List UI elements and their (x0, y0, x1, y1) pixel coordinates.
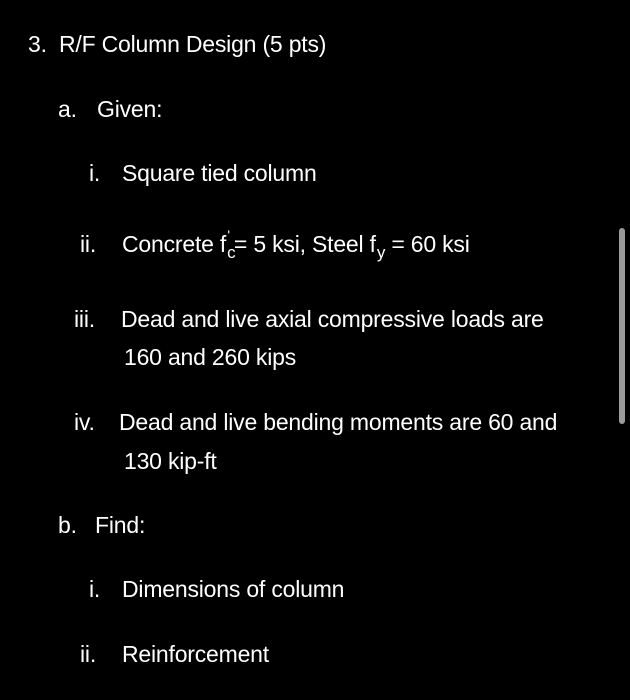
vertical-scrollbar[interactable] (619, 228, 625, 424)
given-item-4-line2: 130 kip-ft (124, 448, 217, 474)
given-item-4-line1: Dead and live bending moments are 60 and (119, 409, 558, 435)
find-heading: Find: (95, 512, 146, 538)
given-item-1-marker: i. (89, 160, 101, 186)
find-item-2 (80, 640, 269, 668)
question-title: R/F Column Design (5 pts) (59, 31, 327, 57)
given-item-4 (74, 408, 558, 436)
find-heading-row (58, 511, 145, 539)
concrete-subscript: c (227, 243, 236, 262)
given-item-3-marker: iii. (74, 306, 95, 332)
given-item-3 (74, 305, 544, 333)
given-item-4-marker: iv. (74, 409, 95, 435)
concrete-value: = 5 ksi, Steel f (233, 231, 376, 257)
concrete-prefix: Concrete f (122, 231, 227, 257)
given-item-2-text (122, 227, 470, 262)
given-heading: Given: (97, 96, 163, 122)
given-item-3-line2: 160 and 260 kips (124, 344, 296, 370)
find-marker: b. (58, 512, 77, 538)
given-item-4-continuation (124, 447, 217, 475)
find-item-1 (89, 575, 345, 603)
find-item-2-marker: ii. (80, 641, 97, 667)
given-item-2 (80, 227, 470, 262)
question-number: 3. (28, 31, 47, 57)
find-item-2-text: Reinforcement (122, 641, 269, 667)
given-item-2-marker: ii. (80, 231, 97, 257)
given-item-3-continuation (124, 343, 296, 371)
prime-mark: ' (227, 227, 230, 243)
question-header (28, 30, 326, 58)
given-item-1-text: Square tied column (122, 160, 317, 186)
given-item-3-line1: Dead and live axial compressive loads are (121, 306, 544, 332)
given-heading-row (58, 95, 162, 123)
find-item-1-marker: i. (89, 576, 101, 602)
steel-subscript: y (376, 243, 386, 262)
find-item-1-text: Dimensions of column (122, 576, 345, 602)
steel-value: = 60 ksi (385, 231, 470, 257)
given-item-1 (89, 159, 317, 187)
given-marker: a. (58, 96, 77, 122)
